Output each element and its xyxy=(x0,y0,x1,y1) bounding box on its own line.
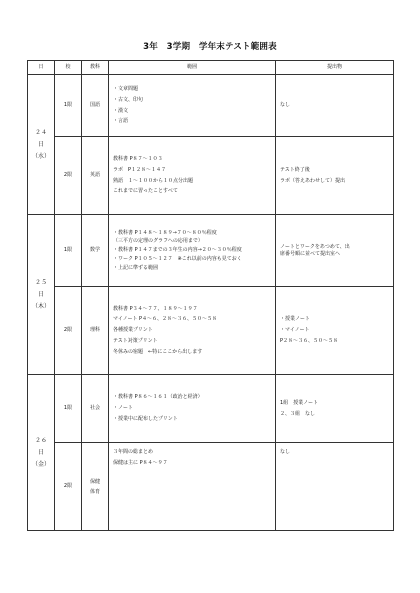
range-cell: ・文章問題 ・古文、印句 ・漢文 ・言語 xyxy=(109,75,276,137)
submit-cell: ・授業ノート ・マイノート P２８～３６、５０～５８ xyxy=(276,287,394,375)
day-number: ２６ xyxy=(34,436,47,444)
subject-cell: 理科 xyxy=(82,287,109,375)
table-row xyxy=(28,375,394,443)
day-cell-25 xyxy=(28,215,55,375)
range-cell: ・教科書 P１４８～１８９→７０～８０％程度 （三平方の定理のグラフへの応用まで） ・教科書 P１４７までの３年生の内容→２０～３０％程度 ・ワーク P１０５～１２７ ※これ以前の内容も見ておく ・上記に準ずる範囲 xyxy=(109,215,276,287)
header-submit: 提出物 xyxy=(276,61,394,75)
period-cell: 2限 xyxy=(55,443,82,531)
day-cell-24 xyxy=(28,75,55,215)
subject-cell: 国語 xyxy=(82,75,109,137)
header-subject: 教科 xyxy=(82,61,109,75)
period-cell: 2限 xyxy=(55,287,82,375)
period-cell: 1限 xyxy=(55,215,82,287)
table-row xyxy=(28,443,394,531)
header-day: 日 xyxy=(28,61,55,75)
period-cell: 2限 xyxy=(55,137,82,215)
submit-cell: なし xyxy=(276,75,394,137)
day-unit: 日 xyxy=(37,290,44,298)
submit-cell: ノートとワークをあつめて、出 席番号順に並べて提出室へ xyxy=(276,215,394,287)
subject-cell: 社会 xyxy=(82,375,109,443)
submit-cell: テスト終了後 ラボ（答えあわせして）提出 xyxy=(276,137,394,215)
day-cell-26 xyxy=(28,375,55,531)
table-header-row xyxy=(28,61,394,75)
range-cell: ・教科書 P８６～１６１（政治と経済） ・ノート ・授業中に配布したプリント xyxy=(109,375,276,443)
table-row xyxy=(28,137,394,215)
day-number: ２５ xyxy=(34,278,47,286)
day-number: ２４ xyxy=(34,128,47,136)
table-row xyxy=(28,215,394,287)
page-title: 3年 3学期 学年末テスト範囲表 xyxy=(143,42,277,52)
subject-cell: 保健 体育 xyxy=(82,443,109,531)
range-cell: 教科書 P３４～７７、１８９～１９７ マイノート P４～６、２８～３６、５０～５８ 各種授業プリント テスト対策プリント 冬休みの宿題 ←特にここから出します xyxy=(109,287,276,375)
day-of-week: （木） xyxy=(31,302,50,310)
day-unit: 日 xyxy=(37,140,44,148)
period-cell: 1限 xyxy=(55,75,82,137)
header-range: 範囲 xyxy=(109,61,276,75)
range-cell: ３年間の総まとめ 保健は主に P８４～９７ xyxy=(109,443,276,531)
header-period: 校 xyxy=(55,61,82,75)
table-row xyxy=(28,75,394,137)
range-cell: 教科書 P８７～１０３ ラボ P１２８～１４７ 熟語 １～１００から１０点分出題 これまでに習ったことすべて xyxy=(109,137,276,215)
subject-cell: 数学 xyxy=(82,215,109,287)
day-of-week: （金） xyxy=(31,460,50,468)
period-cell: 1限 xyxy=(55,375,82,443)
submit-cell: なし xyxy=(276,443,394,531)
test-range-table xyxy=(27,60,394,531)
day-unit: 日 xyxy=(37,448,44,456)
submit-cell: 1組 授業ノート ２、３組 なし xyxy=(276,375,394,443)
day-of-week: （水） xyxy=(31,152,50,160)
table-row xyxy=(28,287,394,375)
subject-cell: 英語 xyxy=(82,137,109,215)
